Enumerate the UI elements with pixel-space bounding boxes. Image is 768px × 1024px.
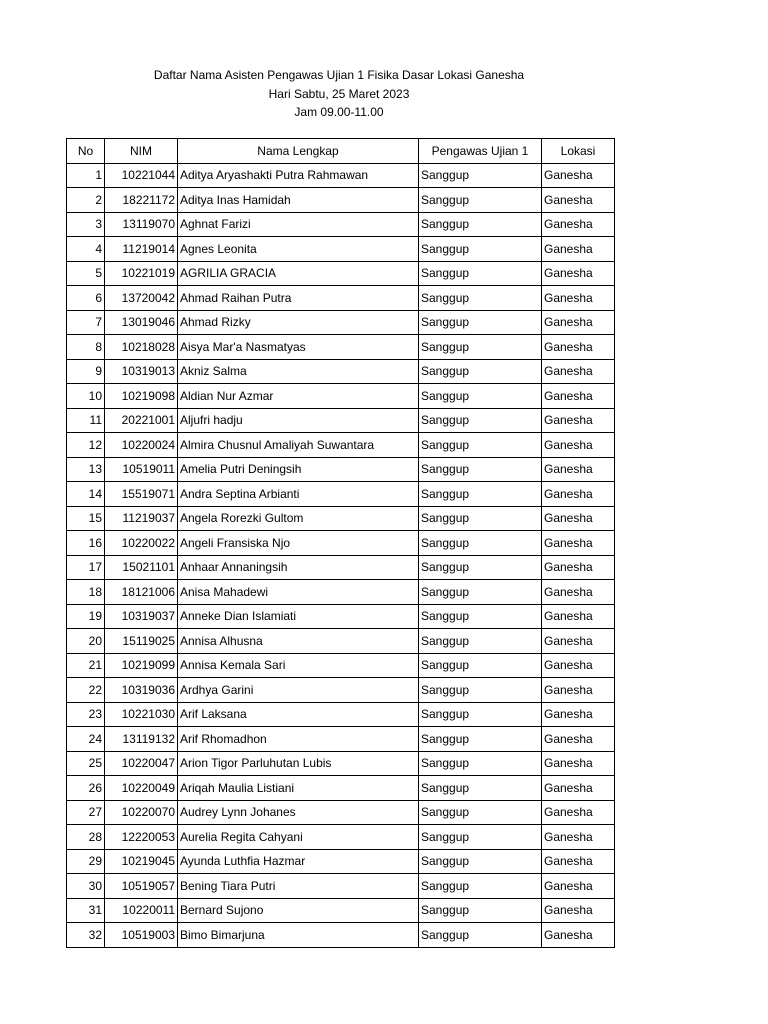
table-row — [67, 653, 615, 678]
name-cell: Akniz Salma — [178, 359, 419, 384]
lokasi-cell: Ganesha — [542, 629, 615, 654]
nim-cell: 10319013 — [105, 359, 178, 384]
row-number: 13 — [67, 457, 105, 482]
table-row — [67, 408, 615, 433]
name-cell: Ahmad Rizky — [178, 310, 419, 335]
name-cell: Amelia Putri Deningsih — [178, 457, 419, 482]
name-cell: Anisa Mahadewi — [178, 580, 419, 605]
nim-cell: 20221001 — [105, 408, 178, 433]
name-cell: Aisya Mar'a Nasmatyas — [178, 335, 419, 360]
lokasi-cell: Ganesha — [542, 727, 615, 752]
pengawas-cell: Sanggup — [419, 359, 542, 384]
table-row — [67, 874, 615, 899]
name-cell: Aghnat Farizi — [178, 212, 419, 237]
table-body — [67, 163, 615, 947]
pengawas-cell: Sanggup — [419, 310, 542, 335]
lokasi-cell: Ganesha — [542, 212, 615, 237]
pengawas-cell: Sanggup — [419, 604, 542, 629]
nim-cell: 15021101 — [105, 555, 178, 580]
name-cell: Anhaar Annaningsih — [178, 555, 419, 580]
pengawas-cell: Sanggup — [419, 237, 542, 262]
row-number: 12 — [67, 433, 105, 458]
name-cell: Andra Septina Arbianti — [178, 482, 419, 507]
nim-cell: 10220070 — [105, 800, 178, 825]
lokasi-cell: Ganesha — [542, 604, 615, 629]
document-date: Hari Sabtu, 25 Maret 2023 — [268, 86, 410, 101]
name-cell: Audrey Lynn Johanes — [178, 800, 419, 825]
lokasi-cell: Ganesha — [542, 359, 615, 384]
pengawas-cell: Sanggup — [419, 849, 542, 874]
name-cell: Ahmad Raihan Putra — [178, 286, 419, 311]
row-number: 5 — [67, 261, 105, 286]
nim-cell: 10221044 — [105, 163, 178, 188]
name-cell: Angeli Fransiska Njo — [178, 531, 419, 556]
nim-cell: 18221172 — [105, 188, 178, 213]
name-cell: Arif Rhomadhon — [178, 727, 419, 752]
row-number: 25 — [67, 751, 105, 776]
pengawas-cell: Sanggup — [419, 188, 542, 213]
document-title: Daftar Nama Asisten Pengawas Ujian 1 Fisika Dasar Lokasi Ganesha — [153, 68, 525, 82]
name-cell: AGRILIA GRACIA — [178, 261, 419, 286]
lokasi-cell: Ganesha — [542, 653, 615, 678]
table-row — [67, 163, 615, 188]
lokasi-cell: Ganesha — [542, 751, 615, 776]
row-number: 8 — [67, 335, 105, 360]
table-row — [67, 702, 615, 727]
name-cell: Aljufri hadju — [178, 408, 419, 433]
table-row — [67, 825, 615, 850]
pengawas-cell: Sanggup — [419, 531, 542, 556]
name-cell: Annisa Alhusna — [178, 629, 419, 654]
table-row — [67, 286, 615, 311]
name-cell: Bimo Bimarjuna — [178, 923, 419, 948]
name-cell: Ariqah Maulia Listiani — [178, 776, 419, 801]
nim-cell: 11219014 — [105, 237, 178, 262]
nim-cell: 10219045 — [105, 849, 178, 874]
row-number: 2 — [67, 188, 105, 213]
nim-cell: 13119132 — [105, 727, 178, 752]
pengawas-cell: Sanggup — [419, 678, 542, 703]
name-cell: Agnes Leonita — [178, 237, 419, 262]
row-number: 23 — [67, 702, 105, 727]
nim-cell: 10219099 — [105, 653, 178, 678]
row-number: 30 — [67, 874, 105, 899]
lokasi-cell: Ganesha — [542, 531, 615, 556]
nim-cell: 10519011 — [105, 457, 178, 482]
pengawas-cell: Sanggup — [419, 335, 542, 360]
lokasi-cell: Ganesha — [542, 825, 615, 850]
nim-cell: 10519003 — [105, 923, 178, 948]
assistant-table — [66, 138, 615, 948]
row-number: 14 — [67, 482, 105, 507]
pengawas-cell: Sanggup — [419, 433, 542, 458]
pengawas-cell: Sanggup — [419, 800, 542, 825]
name-cell: Ayunda Luthfia Hazmar — [178, 849, 419, 874]
table-row — [67, 188, 615, 213]
pengawas-cell: Sanggup — [419, 898, 542, 923]
table-row — [67, 849, 615, 874]
name-cell: Aldian Nur Azmar — [178, 384, 419, 409]
row-number: 19 — [67, 604, 105, 629]
table-row — [67, 237, 615, 262]
row-number: 22 — [67, 678, 105, 703]
lokasi-cell: Ganesha — [542, 702, 615, 727]
column-header-nim: NIM — [105, 139, 178, 164]
nim-cell: 13720042 — [105, 286, 178, 311]
column-header-name: Nama Lengkap — [178, 139, 419, 164]
row-number: 21 — [67, 653, 105, 678]
row-number: 3 — [67, 212, 105, 237]
name-cell: Anneke Dian Islamiati — [178, 604, 419, 629]
column-header-lokasi: Lokasi — [542, 139, 615, 164]
row-number: 29 — [67, 849, 105, 874]
nim-cell: 10219098 — [105, 384, 178, 409]
table-row — [67, 506, 615, 531]
row-number: 28 — [67, 825, 105, 850]
nim-cell: 10220049 — [105, 776, 178, 801]
table-header-row — [67, 139, 615, 164]
pengawas-cell: Sanggup — [419, 261, 542, 286]
nim-cell: 10220024 — [105, 433, 178, 458]
row-number: 26 — [67, 776, 105, 801]
row-number: 6 — [67, 286, 105, 311]
table-row — [67, 800, 615, 825]
table-row — [67, 898, 615, 923]
nim-cell: 11219037 — [105, 506, 178, 531]
table-row — [67, 335, 615, 360]
pengawas-cell: Sanggup — [419, 776, 542, 801]
table-row — [67, 555, 615, 580]
table-row — [67, 604, 615, 629]
pengawas-cell: Sanggup — [419, 212, 542, 237]
row-number: 4 — [67, 237, 105, 262]
row-number: 24 — [67, 727, 105, 752]
nim-cell: 10221030 — [105, 702, 178, 727]
lokasi-cell: Ganesha — [542, 188, 615, 213]
row-number: 16 — [67, 531, 105, 556]
name-cell: Aditya Aryashakti Putra Rahmawan — [178, 163, 419, 188]
pengawas-cell: Sanggup — [419, 702, 542, 727]
lokasi-cell: Ganesha — [542, 482, 615, 507]
pengawas-cell: Sanggup — [419, 457, 542, 482]
nim-cell: 15119025 — [105, 629, 178, 654]
table-row — [67, 359, 615, 384]
pengawas-cell: Sanggup — [419, 629, 542, 654]
name-cell: Arion Tigor Parluhutan Lubis — [178, 751, 419, 776]
lokasi-cell: Ganesha — [542, 408, 615, 433]
lokasi-cell: Ganesha — [542, 849, 615, 874]
nim-cell: 10220047 — [105, 751, 178, 776]
lokasi-cell: Ganesha — [542, 457, 615, 482]
pengawas-cell: Sanggup — [419, 482, 542, 507]
table-row — [67, 482, 615, 507]
lokasi-cell: Ganesha — [542, 678, 615, 703]
pengawas-cell: Sanggup — [419, 408, 542, 433]
lokasi-cell: Ganesha — [542, 286, 615, 311]
name-cell: Bening Tiara Putri — [178, 874, 419, 899]
lokasi-cell: Ganesha — [542, 237, 615, 262]
table-row — [67, 776, 615, 801]
nim-cell: 10220011 — [105, 898, 178, 923]
nim-cell: 18121006 — [105, 580, 178, 605]
name-cell: Aditya Inas Hamidah — [178, 188, 419, 213]
nim-cell: 15519071 — [105, 482, 178, 507]
nim-cell: 10218028 — [105, 335, 178, 360]
row-number: 17 — [67, 555, 105, 580]
pengawas-cell: Sanggup — [419, 923, 542, 948]
table-row — [67, 629, 615, 654]
row-number: 31 — [67, 898, 105, 923]
pengawas-cell: Sanggup — [419, 653, 542, 678]
table-row — [67, 310, 615, 335]
nim-cell: 10221019 — [105, 261, 178, 286]
row-number: 32 — [67, 923, 105, 948]
nim-cell: 10519057 — [105, 874, 178, 899]
lokasi-cell: Ganesha — [542, 506, 615, 531]
pengawas-cell: Sanggup — [419, 874, 542, 899]
table-row — [67, 433, 615, 458]
name-cell: Aurelia Regita Cahyani — [178, 825, 419, 850]
lokasi-cell: Ganesha — [542, 800, 615, 825]
row-number: 9 — [67, 359, 105, 384]
column-header-no: No — [67, 139, 105, 164]
table-row — [67, 751, 615, 776]
row-number: 27 — [67, 800, 105, 825]
lokasi-cell: Ganesha — [542, 776, 615, 801]
pengawas-cell: Sanggup — [419, 286, 542, 311]
lokasi-cell: Ganesha — [542, 874, 615, 899]
lokasi-cell: Ganesha — [542, 163, 615, 188]
name-cell: Angela Rorezki Gultom — [178, 506, 419, 531]
document-time: Jam 09.00-11.00 — [294, 105, 384, 119]
nim-cell: 13019046 — [105, 310, 178, 335]
table-row — [67, 580, 615, 605]
lokasi-cell: Ganesha — [542, 310, 615, 335]
pengawas-cell: Sanggup — [419, 163, 542, 188]
row-number: 10 — [67, 384, 105, 409]
pengawas-cell: Sanggup — [419, 555, 542, 580]
nim-cell: 13119070 — [105, 212, 178, 237]
document-header — [0, 66, 678, 122]
name-cell: Annisa Kemala Sari — [178, 653, 419, 678]
name-cell: Almira Chusnul Amaliyah Suwantara — [178, 433, 419, 458]
row-number: 11 — [67, 408, 105, 433]
table-row — [67, 261, 615, 286]
pengawas-cell: Sanggup — [419, 580, 542, 605]
lokasi-cell: Ganesha — [542, 898, 615, 923]
nim-cell: 10319037 — [105, 604, 178, 629]
pengawas-cell: Sanggup — [419, 751, 542, 776]
lokasi-cell: Ganesha — [542, 384, 615, 409]
lokasi-cell: Ganesha — [542, 433, 615, 458]
table-row — [67, 531, 615, 556]
lokasi-cell: Ganesha — [542, 923, 615, 948]
table-row — [67, 457, 615, 482]
column-header-pengawas: Pengawas Ujian 1 — [419, 139, 542, 164]
nim-cell: 12220053 — [105, 825, 178, 850]
table-row — [67, 212, 615, 237]
pengawas-cell: Sanggup — [419, 825, 542, 850]
nim-cell: 10220022 — [105, 531, 178, 556]
pengawas-cell: Sanggup — [419, 727, 542, 752]
row-number: 7 — [67, 310, 105, 335]
name-cell: Bernard Sujono — [178, 898, 419, 923]
row-number: 20 — [67, 629, 105, 654]
lokasi-cell: Ganesha — [542, 580, 615, 605]
lokasi-cell: Ganesha — [542, 335, 615, 360]
lokasi-cell: Ganesha — [542, 261, 615, 286]
table-row — [67, 384, 615, 409]
name-cell: Ardhya Garini — [178, 678, 419, 703]
name-cell: Arif Laksana — [178, 702, 419, 727]
lokasi-cell: Ganesha — [542, 555, 615, 580]
row-number: 18 — [67, 580, 105, 605]
table-row — [67, 678, 615, 703]
table-row — [67, 923, 615, 948]
row-number: 15 — [67, 506, 105, 531]
pengawas-cell: Sanggup — [419, 384, 542, 409]
pengawas-cell: Sanggup — [419, 506, 542, 531]
row-number: 1 — [67, 163, 105, 188]
nim-cell: 10319036 — [105, 678, 178, 703]
table-row — [67, 727, 615, 752]
